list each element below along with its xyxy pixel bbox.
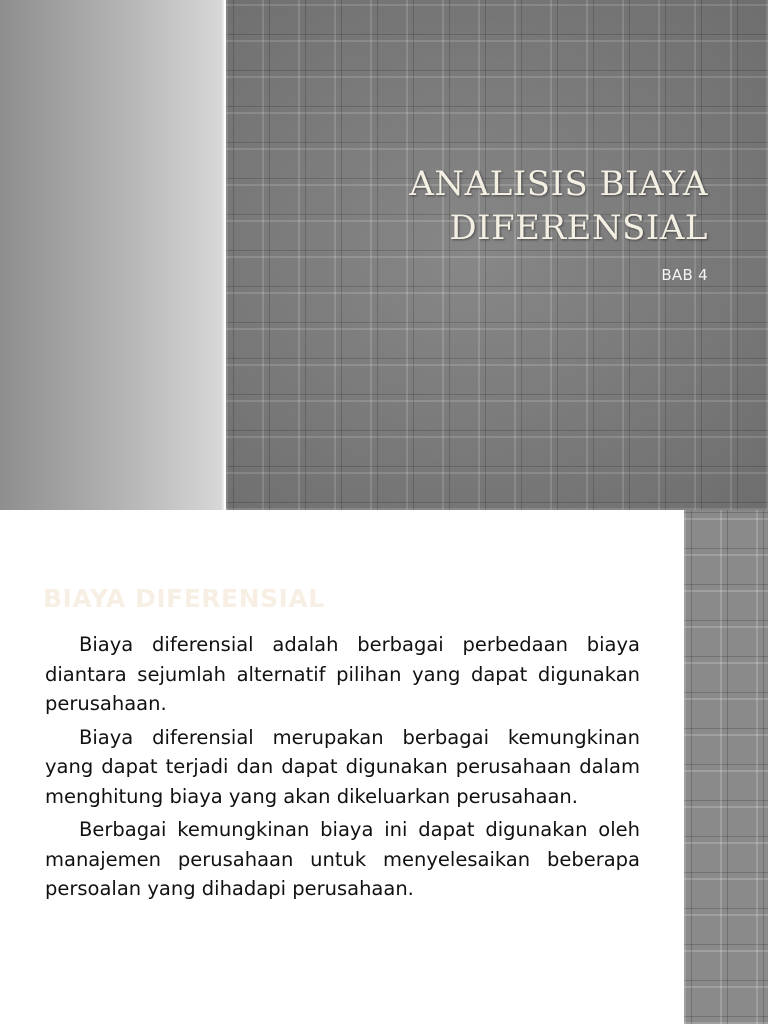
left-gradient-panel: [0, 0, 224, 510]
content-slide: [0, 510, 768, 1024]
content-heading: BIAYA DIFERENSIAL: [43, 584, 325, 613]
slide-title-line-1: ANALISIS BIAYA: [409, 164, 708, 204]
slide-subtitle: BAB 4: [661, 266, 708, 284]
grid-background-panel: [226, 0, 768, 510]
body-paragraph-3: Berbagai kemungkinan biaya ini dapat digunakan oleh manajemen perusahaan untuk menyelesaikan beberapa persoalan yang dihadapi perusahaan.: [45, 818, 640, 900]
title-slide: [0, 0, 768, 510]
body-paragraph-1: Biaya diferensial adalah berbagai perbedaan biaya diantara sejumlah alternatif pilihan yang dapat digunakan perusahaan.: [45, 633, 640, 715]
body-paragraph-2: Biaya diferensial merupakan berbagai kemungkinan yang dapat terjadi dan dapat digunakan perusahaan dalam menghitung biaya yang akan dikeluarkan perusahaan.: [45, 725, 640, 808]
content-body: [45, 630, 640, 908]
slide-title-line-2: DIFERENSIAL: [449, 208, 708, 248]
slide-title: [288, 162, 708, 250]
right-grid-strip: [684, 510, 768, 1024]
